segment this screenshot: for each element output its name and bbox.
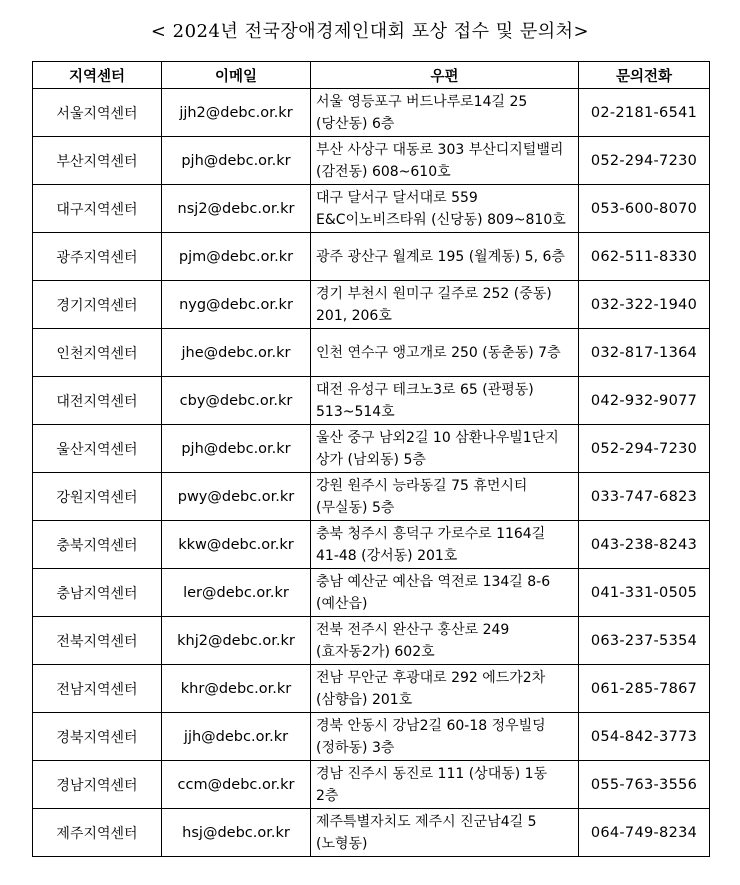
email-cell[interactable]: ccm@debc.or.kr [162,761,311,809]
address-line: 충북 청주시 흥덕구 가로수로 1164길 [316,525,546,542]
center-cell: 충북지역센터 [33,521,162,569]
email-cell[interactable]: khj2@debc.or.kr [162,617,311,665]
center-cell: 전북지역센터 [33,617,162,665]
table-row [33,617,710,665]
table-row [33,233,710,281]
email-cell[interactable]: jjh@debc.or.kr [162,713,311,761]
address-line: 울산 중구 남외2길 10 삼환나우빌1단지 [316,429,559,446]
address-line: 강원 원주시 능라동길 75 휴먼시티 [316,477,528,494]
address-line: 전남 무안군 후광대로 292 에드가2차 [316,669,546,686]
center-cell: 광주지역센터 [33,233,162,281]
table-row [33,569,710,617]
address-line: 201, 206호 [316,307,392,324]
address-line: 대구 달서구 달서대로 559 [316,189,478,206]
table-row [33,185,710,233]
address-cell [311,809,579,857]
phone-cell: 041-331-0505 [579,569,710,617]
header-phone: 문의전화 [579,62,710,89]
address-line: (삼향읍) 201호 [316,691,413,708]
center-cell: 경기지역센터 [33,281,162,329]
address-line: 서울 영등포구 버드나루로14길 25 [316,93,528,110]
table-row [33,425,710,473]
address-line: 513~514호 [316,403,395,420]
table-row [33,665,710,713]
page-title: < 2024년 전국장애경제인대회 포상 접수 및 문의처> [150,21,590,42]
address-cell [311,281,579,329]
email-cell[interactable]: pjh@debc.or.kr [162,137,311,185]
address-line: 41-48 (강서동) 201호 [316,547,458,564]
header-email: 이메일 [162,62,311,89]
address-line: 경기 부천시 원미구 길주로 252 (중동) [316,285,552,302]
email-cell[interactable]: ler@debc.or.kr [162,569,311,617]
table-row [33,713,710,761]
address-line: 광주 광산구 월계로 195 (월계동) 5, 6층 [316,248,565,265]
address-line: (무실동) 5층 [316,499,395,516]
phone-cell: 032-817-1364 [579,329,710,377]
email-cell[interactable]: kkw@debc.or.kr [162,521,311,569]
center-cell: 제주지역센터 [33,809,162,857]
phone-cell: 032-322-1940 [579,281,710,329]
address-line: (노형동) [316,835,368,852]
address-cell [311,89,579,137]
table-row [33,329,710,377]
email-cell[interactable]: hsj@debc.or.kr [162,809,311,857]
address-cell [311,425,579,473]
address-line: 2층 [316,787,339,804]
address-line: (효자동2가) 602호 [316,643,435,660]
phone-cell: 033-747-6823 [579,473,710,521]
address-line: 경남 진주시 동진로 111 (상대동) 1동 [316,765,548,782]
address-cell [311,761,579,809]
center-cell: 대전지역센터 [33,377,162,425]
address-line: 상가 (남외동) 5층 [316,451,426,468]
address-cell [311,233,579,281]
email-cell[interactable]: khr@debc.or.kr [162,665,311,713]
table-row [33,137,710,185]
center-cell: 충남지역센터 [33,569,162,617]
address-cell [311,713,579,761]
phone-cell: 055-763-3556 [579,761,710,809]
phone-cell: 02-2181-6541 [579,89,710,137]
phone-cell: 053-600-8070 [579,185,710,233]
address-cell [311,569,579,617]
center-cell: 부산지역센터 [33,137,162,185]
phone-cell: 042-932-9077 [579,377,710,425]
address-cell [311,521,579,569]
address-cell [311,137,579,185]
phone-cell: 064-749-8234 [579,809,710,857]
address-cell [311,665,579,713]
center-cell: 경북지역센터 [33,713,162,761]
phone-cell: 052-294-7230 [579,137,710,185]
phone-cell: 061-285-7867 [579,665,710,713]
email-cell[interactable]: jjh2@debc.or.kr [162,89,311,137]
center-cell: 울산지역센터 [33,425,162,473]
email-cell[interactable]: jhe@debc.or.kr [162,329,311,377]
table-row [33,473,710,521]
center-cell: 전남지역센터 [33,665,162,713]
address-cell [311,377,579,425]
header-center: 지역센터 [33,62,162,89]
address-line: 충남 예산군 예산읍 역전로 134길 8-6 [316,573,551,590]
table-row [33,281,710,329]
address-line: 전북 전주시 완산구 홍산로 249 [316,621,510,638]
email-cell[interactable]: nsj2@debc.or.kr [162,185,311,233]
address-line: 제주특별자치도 제주시 진군남4길 5 [316,813,537,830]
address-cell [311,185,579,233]
email-cell[interactable]: pjh@debc.or.kr [162,425,311,473]
address-line: 인천 연수구 앵고개로 250 (동춘동) 7층 [316,344,561,361]
phone-cell: 063-237-5354 [579,617,710,665]
address-cell [311,329,579,377]
contact-table [32,61,710,857]
address-line: 부산 사상구 대동로 303 부산디지털밸리 [316,141,564,158]
center-cell: 강원지역센터 [33,473,162,521]
email-cell[interactable]: cby@debc.or.kr [162,377,311,425]
address-line: 대전 유성구 테크노3로 65 (관평동) [316,381,534,398]
table-row [33,761,710,809]
center-cell: 인천지역센터 [33,329,162,377]
address-line: (정하동) 3층 [316,739,395,756]
email-cell[interactable]: nyg@debc.or.kr [162,281,311,329]
center-cell: 서울지역센터 [33,89,162,137]
email-cell[interactable]: pwy@debc.or.kr [162,473,311,521]
table-row [33,89,710,137]
phone-cell: 052-294-7230 [579,425,710,473]
phone-cell: 043-238-8243 [579,521,710,569]
table-row [33,809,710,857]
address-cell [311,617,579,665]
address-line: (예산읍) [316,595,368,612]
table-header-row [33,62,710,89]
center-cell: 대구지역센터 [33,185,162,233]
address-line: E&C이노비즈타워 (신당동) 809~810호 [316,211,566,228]
table-row [33,377,710,425]
phone-cell: 062-511-8330 [579,233,710,281]
table-row [33,521,710,569]
address-line: (감전동) 608~610호 [316,163,451,180]
address-cell [311,473,579,521]
address-line: (당산동) 6층 [316,115,395,132]
center-cell: 경남지역센터 [33,761,162,809]
phone-cell: 054-842-3773 [579,713,710,761]
email-cell[interactable]: pjm@debc.or.kr [162,233,311,281]
address-line: 경북 안동시 강남2길 60-18 정우빌딩 [316,717,546,734]
header-address: 우편 [311,62,579,89]
